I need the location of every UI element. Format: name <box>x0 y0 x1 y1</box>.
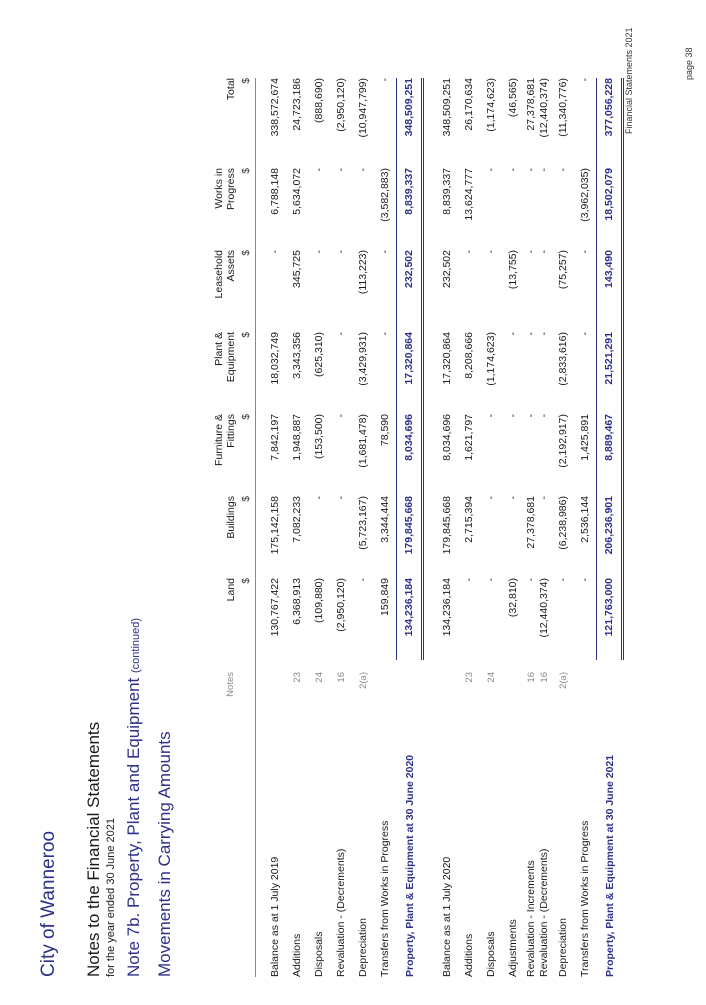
row-value-line1: - <box>525 168 537 172</box>
row-value: 8,839,337 <box>397 168 423 250</box>
row-value-line2: - <box>538 414 550 418</box>
row-label: Additions <box>463 933 475 977</box>
row-value: (6,238,986) <box>557 496 569 550</box>
column-header-line1 <box>213 78 225 168</box>
column-header-line1: Furniture & <box>212 414 225 466</box>
row-label <box>524 712 552 977</box>
column-header-line2: Progress <box>224 168 237 211</box>
row-value: 21,521,291 <box>597 332 623 414</box>
column-header <box>205 168 237 250</box>
row-value: - <box>313 168 325 172</box>
row-value: 121,763,000 <box>597 578 623 660</box>
row-value: - <box>463 578 475 582</box>
currency-symbol: $ <box>240 250 252 256</box>
row-value: - <box>485 578 497 582</box>
rule-cell <box>256 78 265 168</box>
row-note: 24 <box>485 672 497 683</box>
column-header-line1 <box>213 496 225 578</box>
column-header <box>205 250 237 332</box>
row-value: (625,310) <box>313 332 325 377</box>
row-value: - <box>557 578 569 582</box>
row-value: - <box>335 496 347 500</box>
row-value <box>524 414 552 496</box>
row-value-line1: - <box>525 414 537 418</box>
row-value: 377,056,228 <box>597 78 623 168</box>
row-value: 8,034,696 <box>441 414 453 461</box>
row-note <box>502 660 524 712</box>
row-value: (5,723,167) <box>357 496 369 550</box>
row-value: - <box>507 332 519 336</box>
row-value: (1,174,623) <box>485 78 497 132</box>
table-row <box>374 78 397 977</box>
note-continued: (continued) <box>130 617 142 673</box>
row-value: - <box>507 168 519 172</box>
row-value: (75,257) <box>557 250 569 290</box>
table-row <box>502 78 524 977</box>
row-value: 18,502,079 <box>597 168 623 250</box>
currency-symbol: $ <box>240 496 252 502</box>
row-value: 78,590 <box>379 414 391 447</box>
currency-symbol: $ <box>240 78 252 84</box>
row-value: 159,849 <box>379 578 391 616</box>
row-note <box>524 660 552 712</box>
rule-cell <box>256 660 265 712</box>
section-title: Movements in Carrying Amounts <box>155 731 174 977</box>
row-value: (1,681,478) <box>357 414 369 468</box>
row-value: 6,368,913 <box>291 578 303 625</box>
row-value: 8,889,467 <box>597 414 623 496</box>
row-value <box>524 78 552 168</box>
row-value-line2: (12,440,374) <box>538 578 550 638</box>
row-value-line2: - <box>538 168 550 172</box>
column-header-line1: Plant & <box>212 332 225 366</box>
column-header <box>205 578 237 660</box>
row-value: - <box>379 250 391 254</box>
row-value: (13,755) <box>507 250 519 290</box>
header-blank-cell <box>205 712 237 977</box>
row-value: (113,223) <box>357 250 369 295</box>
row-value: - <box>507 496 519 500</box>
row-note: 2(a) <box>557 672 569 689</box>
rule-cell <box>256 712 265 977</box>
row-value: 1,621,797 <box>463 414 475 461</box>
currency-blank-cell <box>237 660 256 712</box>
row-note-line1: 16 <box>526 672 537 683</box>
row-value: 179,845,668 <box>397 496 423 578</box>
currency-symbol: $ <box>240 332 252 338</box>
running-header: Financial Statements 2021 <box>624 27 634 134</box>
row-value: 8,034,696 <box>397 414 423 496</box>
row-label: Additions <box>291 933 303 977</box>
row-label: Transfers from Works in Progress <box>579 820 592 977</box>
row-label: Disposals <box>313 931 325 977</box>
row-value: - <box>335 168 347 172</box>
row-value: 8,839,337 <box>441 168 453 215</box>
table-row <box>458 78 480 977</box>
row-value: 348,509,251 <box>397 78 423 168</box>
row-value: 143,490 <box>597 250 623 332</box>
row-value: - <box>579 78 591 82</box>
column-header-line2: Assets <box>224 250 237 282</box>
row-value: 345,725 <box>291 250 303 288</box>
row-value: 175,142,158 <box>269 496 281 555</box>
row-value: - <box>485 250 497 254</box>
row-value: (3,962,035) <box>579 168 591 222</box>
row-value: (46,565) <box>507 78 519 118</box>
row-value: 24,723,186 <box>291 78 303 131</box>
row-value-line1: - <box>525 250 537 254</box>
row-value: - <box>313 496 325 500</box>
row-value: 3,343,356 <box>291 332 303 379</box>
row-value-line2: - <box>538 250 550 254</box>
spacer-cell <box>423 78 437 977</box>
row-label: Property, Plant & Equipment at 30 June 2021 <box>603 754 616 977</box>
column-header <box>205 332 237 414</box>
row-value: (1,174,623) <box>485 332 497 386</box>
row-note <box>397 660 423 712</box>
row-value: 206,236,901 <box>597 496 623 578</box>
row-label: Revaluation - (Decrements) <box>335 848 347 977</box>
movements-table <box>205 78 624 977</box>
row-value-line2: - <box>538 496 550 500</box>
row-value-line1: 27,378,681 <box>525 78 537 131</box>
table-row <box>286 78 308 977</box>
table-row-revaluation <box>524 78 552 977</box>
column-header <box>205 414 237 496</box>
row-value: 17,320,864 <box>397 332 423 414</box>
row-value: - <box>579 332 591 336</box>
column-header-line2: Buildings <box>224 496 237 539</box>
row-value: 8,208,666 <box>463 332 475 379</box>
column-header <box>205 78 237 168</box>
row-value: - <box>379 78 391 82</box>
row-value <box>524 496 552 578</box>
table-row <box>436 78 458 977</box>
row-value-line1: - <box>525 332 537 336</box>
rule-cell <box>256 414 265 496</box>
currency-blank-cell <box>237 712 256 977</box>
row-note <box>574 660 597 712</box>
column-header-line1: Leasehold <box>212 250 225 299</box>
row-note <box>374 660 397 712</box>
currency-symbol: $ <box>240 414 252 420</box>
row-value: 18,032,749 <box>269 332 281 385</box>
table-row <box>352 78 374 977</box>
column-header-line2: Fittings <box>224 414 237 448</box>
rule-cell <box>256 250 265 332</box>
row-value: (2,833,616) <box>557 332 569 386</box>
row-label: Property, Plant & Equipment at 30 June 2020 <box>403 754 416 977</box>
row-label: Adjustments <box>507 919 519 977</box>
note-title-text: Note 7b. Property, Plant and Equipment <box>124 677 143 977</box>
row-value: 338,572,674 <box>269 78 281 137</box>
column-header-line2: Equipment <box>224 332 237 383</box>
row-value: 1,425,891 <box>579 414 591 461</box>
row-value-line2: - <box>538 332 550 336</box>
row-label: Disposals <box>485 931 497 977</box>
spacer-row <box>423 78 437 977</box>
organisation-name: City of Wanneroo <box>38 830 59 977</box>
rule-cell <box>256 168 265 250</box>
row-value: - <box>313 250 325 254</box>
row-value <box>524 168 552 250</box>
row-value: 13,624,777 <box>463 168 475 221</box>
row-value: - <box>357 578 369 582</box>
row-note: 24 <box>313 672 325 683</box>
row-label: Transfers from Works in Progress <box>379 820 392 977</box>
table-total-row <box>397 78 423 977</box>
row-value: - <box>335 414 347 418</box>
currency-symbol: $ <box>240 168 252 174</box>
document-title: Notes to the Financial Statements <box>84 721 103 977</box>
period-subtitle: for the year ended 30 June 2021 <box>105 817 117 977</box>
row-value <box>524 332 552 414</box>
row-value: (2,950,120) <box>335 78 347 132</box>
table-row <box>552 78 574 977</box>
row-value: - <box>485 414 497 418</box>
row-value: 2,536,144 <box>579 496 591 543</box>
rule-cell <box>256 496 265 578</box>
row-value: - <box>269 250 281 254</box>
currency-row <box>237 78 256 977</box>
row-value: 179,845,668 <box>441 496 453 555</box>
row-value: 7,842,197 <box>269 414 281 461</box>
row-note <box>264 660 286 712</box>
table-total-row <box>597 78 623 977</box>
header-rule <box>256 78 265 977</box>
row-value: 6,788,148 <box>269 168 281 215</box>
table-row <box>308 78 330 977</box>
note-title <box>124 618 144 977</box>
row-value: - <box>335 250 347 254</box>
row-value: 5,634,072 <box>291 168 303 215</box>
row-label: Balance as at 1 July 2019 <box>269 856 281 977</box>
row-value: 130,767,422 <box>269 578 281 637</box>
table-header-row <box>205 78 237 977</box>
row-value: (10,947,799) <box>357 78 369 138</box>
row-value: (3,582,883) <box>379 168 391 222</box>
row-label-line2: Revaluation - (Decrements) <box>538 848 550 977</box>
row-value: - <box>557 168 569 172</box>
column-header-line2: Total <box>224 78 237 101</box>
table-row <box>330 78 352 977</box>
row-value: - <box>507 414 519 418</box>
rule-cell <box>256 578 265 660</box>
notes-column-header: Notes <box>225 672 237 697</box>
row-label-line1: Revaluation - Increments <box>525 860 537 977</box>
row-value: (11,340,776) <box>557 78 569 137</box>
rule-cell <box>256 332 265 414</box>
row-value-line2: (12,440,374) <box>538 78 550 138</box>
row-value: (109,880) <box>313 578 325 623</box>
row-label: Balance as at 1 July 2020 <box>441 856 453 977</box>
row-value: 3,344,444 <box>379 496 391 543</box>
row-value: (2,192,917) <box>557 414 569 468</box>
row-value: (2,950,120) <box>335 578 347 632</box>
column-header-line1: Works in <box>212 168 225 209</box>
row-note: 2(a) <box>357 672 369 689</box>
row-note: 23 <box>291 672 303 683</box>
row-value: - <box>579 250 591 254</box>
row-value-line1: - <box>525 578 537 582</box>
currency-symbol: $ <box>240 578 252 584</box>
column-header-line1 <box>213 578 225 660</box>
row-note <box>436 660 458 712</box>
row-value: - <box>485 496 497 500</box>
row-value-line1: 27,378,681 <box>525 496 537 549</box>
table-row <box>480 78 502 977</box>
column-header-line2: Land <box>224 578 237 602</box>
page-number: page 38 <box>684 47 694 80</box>
row-note: 16 <box>335 672 347 683</box>
row-value: - <box>379 332 391 336</box>
row-value: - <box>485 168 497 172</box>
row-value: (32,810) <box>507 578 519 618</box>
table-row <box>264 78 286 977</box>
row-value: 2,715,394 <box>463 496 475 543</box>
row-value: 348,509,251 <box>441 78 453 137</box>
column-header <box>205 496 237 578</box>
row-value: 134,236,184 <box>397 578 423 660</box>
row-note: 23 <box>463 672 475 683</box>
row-value: 17,320,864 <box>441 332 453 385</box>
row-value: 26,170,634 <box>463 78 475 131</box>
row-value <box>524 250 552 332</box>
row-value: - <box>579 578 591 582</box>
row-label: Depreciation <box>557 918 569 977</box>
row-value: 1,948,887 <box>291 414 303 461</box>
row-value: (888,690) <box>313 78 325 123</box>
table-row <box>574 78 597 977</box>
row-note <box>597 660 623 712</box>
row-value: 232,502 <box>441 250 453 288</box>
row-value: - <box>357 168 369 172</box>
row-value: (153,500) <box>313 414 325 459</box>
row-value: 134,236,184 <box>441 578 453 637</box>
row-value: 7,082,233 <box>291 496 303 543</box>
row-value: - <box>335 332 347 336</box>
row-value <box>524 578 552 660</box>
row-label: Depreciation <box>357 918 369 977</box>
row-value: (3,429,931) <box>357 332 369 386</box>
row-value: - <box>463 250 475 254</box>
row-value: 232,502 <box>397 250 423 332</box>
row-note-line2: 16 <box>539 672 550 683</box>
